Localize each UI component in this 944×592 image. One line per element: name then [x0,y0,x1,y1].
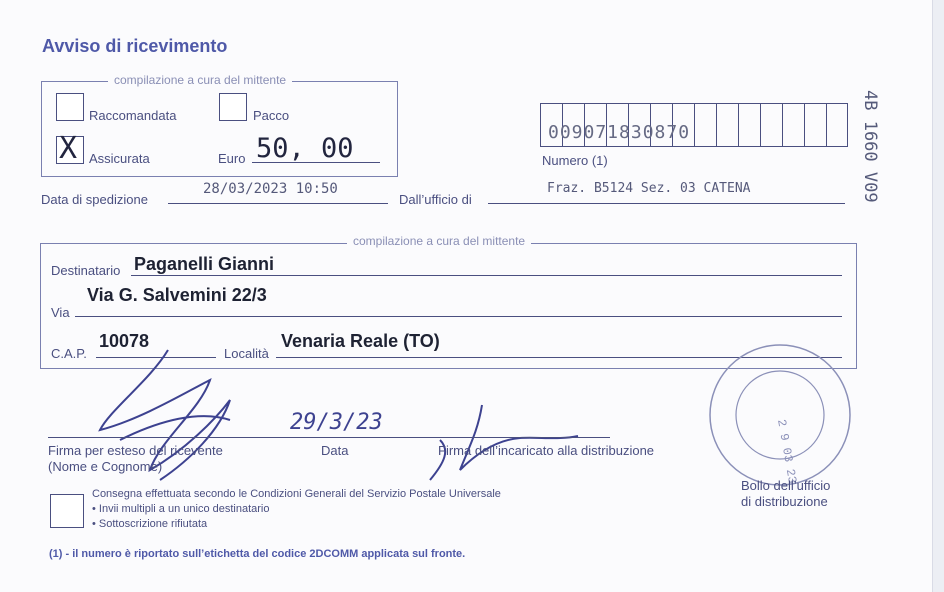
delivery-bullet-multiple: • Invii multipli a un unico destinatario [92,503,270,515]
euro-label: Euro [218,151,246,166]
cap-value: 10078 [99,331,150,351]
delivery-date-value: 29/3/23 [290,410,383,435]
origin-office-value: Fraz. B5124 Sez. 03 CATENA [547,181,751,196]
recipient-name-value: Paganelli Gianni [134,254,275,274]
delivery-conditions-text: Consegna effettuata secondo le Condizioni Generali del Servizio Postale Universale [92,488,501,500]
recipient-name-line [131,275,842,276]
recipient-name-label: Destinatario [51,263,121,278]
svg-text:2 9 03 23: 2 9 03 23 [774,418,800,485]
barcode-number: 009071830870 [548,122,691,143]
delivery-date-label: Data [321,443,349,458]
footnote: (1) - il numero è riportato sull’etichetta del codice 2DCOMM applicata sul fronte. [49,548,466,560]
locality-value: Venaria Reale (TO) [281,331,440,351]
assicurata-check-mark: X [59,131,78,166]
delivery-conditions-checkbox[interactable] [50,494,84,528]
recipient-signature-label-2: (Nome e Cognome) [48,459,163,474]
barcode-label: Numero (1) [542,153,608,168]
euro-value[interactable]: 50, 00 [256,133,354,164]
assicurata-label: Assicurata [89,151,150,166]
stamp-label-1: Bollo dell’ufficio [741,478,831,493]
shipping-date-value: 28/03/2023 10:50 [203,181,338,197]
recipient-legend: compilazione a cura del mittente [347,234,531,248]
side-handwritten-note: 4B 1660 V09 [860,90,880,203]
locality-label: Località [224,346,269,361]
recipient-street-label: Via [51,305,70,320]
cap-label: C.A.P. [51,346,87,361]
paper-right-edge [932,0,944,592]
recipient-street-value: Via G. Salvemini 22/3 [87,285,267,305]
page-title: Avviso di ricevimento [42,36,228,56]
sender-options-legend: compilazione a cura del mittente [108,73,292,87]
stamp-label-2: di distribuzione [741,494,828,509]
raccomandata-label: Raccomandata [89,108,177,123]
origin-office-line [488,203,845,204]
recipient-street-line [75,316,842,317]
courier-signature-label: Firma dell’incaricato alla distribuzione [438,443,655,458]
shipping-date-label: Data di spedizione [41,192,148,207]
recipient-signature-label-1: Firma per esteso del ricevente [48,443,223,458]
raccomandata-checkbox[interactable] [56,93,84,121]
signature-line [48,437,610,438]
pacco-label: Pacco [253,108,290,123]
pacco-checkbox[interactable] [219,93,247,121]
cap-line [96,357,216,358]
delivery-bullet-refused: • Sottoscrizione rifiutata [92,518,208,530]
locality-line [276,357,842,358]
shipping-date-line [168,203,388,204]
origin-office-label: Dall’ufficio di [399,192,472,207]
assicurata-checkbox[interactable] [56,131,84,166]
